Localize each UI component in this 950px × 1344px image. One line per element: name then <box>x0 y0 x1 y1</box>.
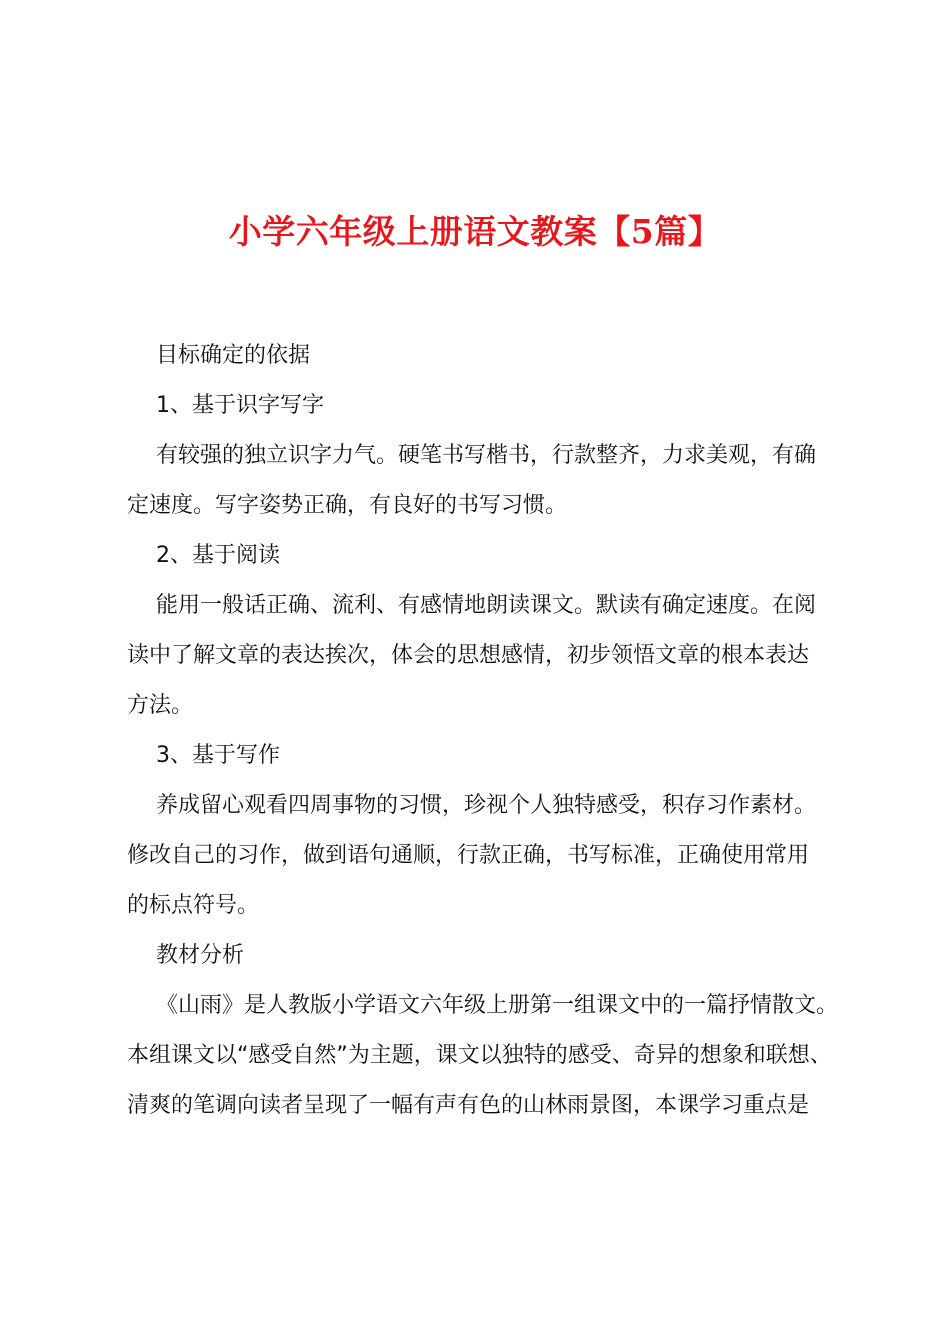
paragraph-textbook-heading <box>127 931 847 981</box>
paragraph-line: 2、基于阅读 <box>156 543 280 568</box>
paragraph-line: 教材分析 <box>156 943 245 968</box>
paragraph-writing-heading <box>127 381 847 431</box>
paragraph-line: 修改自己的习作，做到语句通顺，行款正确，书写标准，正确使用常用 <box>127 843 810 868</box>
paragraph-writing-body <box>127 431 847 531</box>
paragraph-line: 能用一般话正确、流利、有感情地朗读课文。默读有确定速度。在阅 <box>156 593 817 618</box>
paragraph-composition-body <box>127 781 847 931</box>
paragraph-line: 有较强的独立识字力气。硬笔书写楷书，行款整齐，力求美观，有确 <box>156 443 817 468</box>
paragraph-reading-heading <box>127 531 847 581</box>
paragraph-line: 本组课文以“感受自然”为主题，课文以独特的感受、奇异的想象和联想、 <box>127 1043 832 1068</box>
document-title: 小学六年级上册语文教案【5篇】 <box>228 212 722 251</box>
paragraph-reading-body <box>127 581 847 731</box>
document-body <box>127 331 847 1131</box>
paragraph-line: 清爽的笔调向读者呈现了一幅有声有色的山林雨景图，本课学习重点是 <box>127 1093 810 1118</box>
paragraph-textbook-body <box>127 981 847 1131</box>
paragraph-basis-heading <box>127 331 847 381</box>
paragraph-line: 读中了解文章的表达挨次，体会的思想感情，初步领悟文章的根本表达 <box>127 643 810 668</box>
paragraph-line: 方法。 <box>127 693 194 718</box>
paragraph-line: 3、基于写作 <box>156 743 280 768</box>
paragraph-line: 养成留心观看四周事物的习惯，珍视个人独特感受，积存习作素材。 <box>156 793 817 818</box>
paragraph-line: 定速度。写字姿势正确，有良好的书写习惯。 <box>127 493 568 518</box>
paragraph-line: 1、基于识字写字 <box>156 393 324 418</box>
paragraph-line: 目标确定的依据 <box>156 343 311 368</box>
paragraph-composition-heading <box>127 731 847 781</box>
paragraph-line: 《山雨》是人教版小学语文六年级上册第一组课文中的一篇抒情散文。 <box>156 993 839 1018</box>
paragraph-line: 的标点符号。 <box>127 893 260 918</box>
